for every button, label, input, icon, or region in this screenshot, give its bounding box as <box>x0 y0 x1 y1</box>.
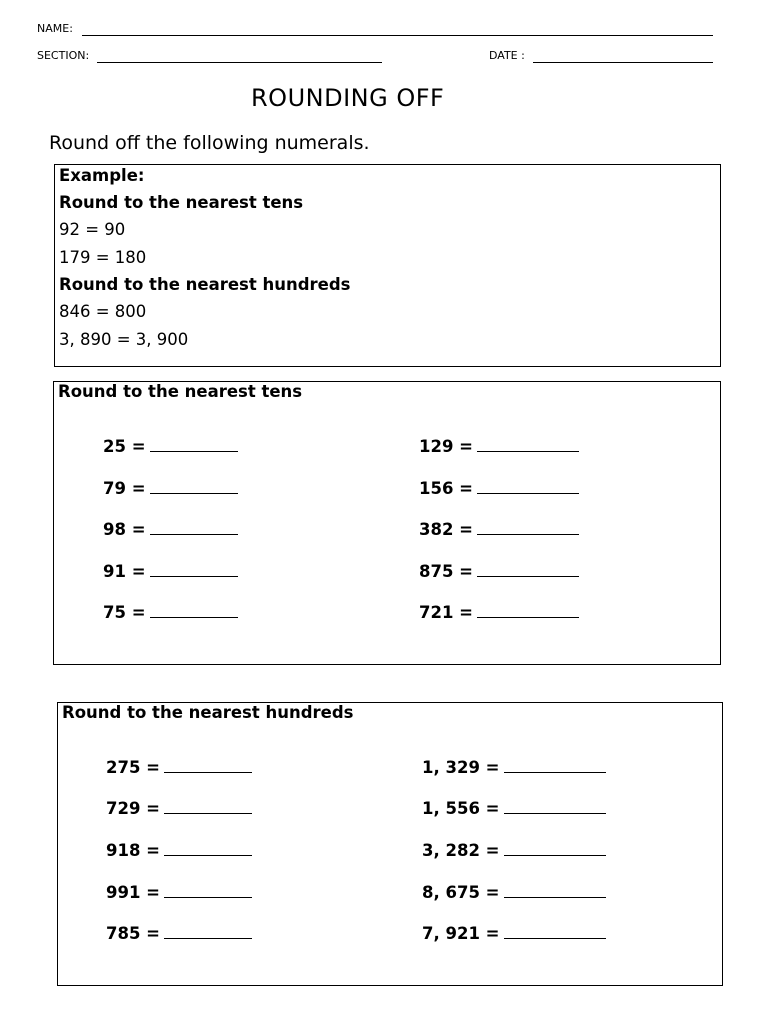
problem-text: 918 = <box>106 841 161 860</box>
answer-blank[interactable] <box>477 562 579 577</box>
answer-blank[interactable] <box>164 758 252 773</box>
problem-text: 275 = <box>106 758 161 777</box>
problem-text: 3, 282 = <box>422 841 500 860</box>
problem-text: 8, 675 = <box>422 883 500 902</box>
problem-text: 75 = <box>103 603 146 622</box>
answer-blank[interactable] <box>477 437 579 452</box>
problem-item <box>106 799 252 819</box>
problem-text: 1, 329 = <box>422 758 500 777</box>
answer-blank[interactable] <box>504 799 606 814</box>
tens-exercise-box <box>53 381 721 665</box>
problem-item <box>422 758 606 778</box>
problem-item <box>422 924 606 944</box>
problem-item <box>422 841 606 861</box>
answer-blank[interactable] <box>504 883 606 898</box>
problem-text: 721 = <box>419 603 474 622</box>
problem-item <box>422 883 606 903</box>
problem-text: 382 = <box>419 520 474 539</box>
example-line: 179 = 180 <box>59 248 147 267</box>
problem-item <box>419 520 579 540</box>
problem-text: 729 = <box>106 799 161 818</box>
problem-item <box>419 603 579 623</box>
problem-item <box>419 437 579 457</box>
tens-section-title: Round to the nearest tens <box>58 382 303 401</box>
problem-item <box>103 520 238 540</box>
problem-item <box>106 924 252 944</box>
answer-blank[interactable] <box>164 924 252 939</box>
answer-blank[interactable] <box>504 841 606 856</box>
answer-blank[interactable] <box>164 799 252 814</box>
date-label: DATE : <box>489 49 525 62</box>
example-line: 3, 890 = 3, 900 <box>59 330 189 349</box>
answer-blank[interactable] <box>504 758 606 773</box>
problem-text: 875 = <box>419 562 474 581</box>
page-title: ROUNDING OFF <box>251 84 445 112</box>
example-line: 92 = 90 <box>59 220 126 239</box>
example-tens-heading: Round to the nearest tens <box>59 193 304 212</box>
problem-text: 785 = <box>106 924 161 943</box>
hundreds-exercise-box <box>57 702 723 986</box>
example-line: 846 = 800 <box>59 302 147 321</box>
problem-text: 91 = <box>103 562 146 581</box>
answer-blank[interactable] <box>477 479 579 494</box>
name-field-line[interactable] <box>82 35 713 36</box>
problem-text: 1, 556 = <box>422 799 500 818</box>
answer-blank[interactable] <box>477 520 579 535</box>
problem-text: 79 = <box>103 479 146 498</box>
problem-item <box>422 799 606 819</box>
date-field-line[interactable] <box>533 62 713 63</box>
answer-blank[interactable] <box>150 479 238 494</box>
problem-item <box>106 883 252 903</box>
answer-blank[interactable] <box>504 924 606 939</box>
problem-text: 25 = <box>103 437 146 456</box>
problem-item <box>103 479 238 499</box>
answer-blank[interactable] <box>150 562 238 577</box>
answer-blank[interactable] <box>150 437 238 452</box>
problem-item <box>419 479 579 499</box>
problem-text: 98 = <box>103 520 146 539</box>
answer-blank[interactable] <box>164 883 252 898</box>
example-heading: Example: <box>59 166 145 185</box>
answer-blank[interactable] <box>150 520 238 535</box>
problem-text: 7, 921 = <box>422 924 500 943</box>
problem-text: 129 = <box>419 437 474 456</box>
problem-text: 156 = <box>419 479 474 498</box>
problem-text: 991 = <box>106 883 161 902</box>
answer-blank[interactable] <box>164 841 252 856</box>
problem-item <box>106 841 252 861</box>
problem-item <box>419 562 579 582</box>
problem-item <box>103 562 238 582</box>
problem-item <box>103 437 238 457</box>
section-label: SECTION: <box>37 49 90 62</box>
name-label: NAME: <box>37 22 73 35</box>
hundreds-section-title: Round to the nearest hundreds <box>62 703 354 722</box>
instructions: Round off the following numerals. <box>49 132 370 154</box>
answer-blank[interactable] <box>150 603 238 618</box>
section-field-line[interactable] <box>97 62 382 63</box>
example-hundreds-heading: Round to the nearest hundreds <box>59 275 351 294</box>
example-box <box>54 164 721 367</box>
problem-item <box>103 603 238 623</box>
problem-item <box>106 758 252 778</box>
answer-blank[interactable] <box>477 603 579 618</box>
